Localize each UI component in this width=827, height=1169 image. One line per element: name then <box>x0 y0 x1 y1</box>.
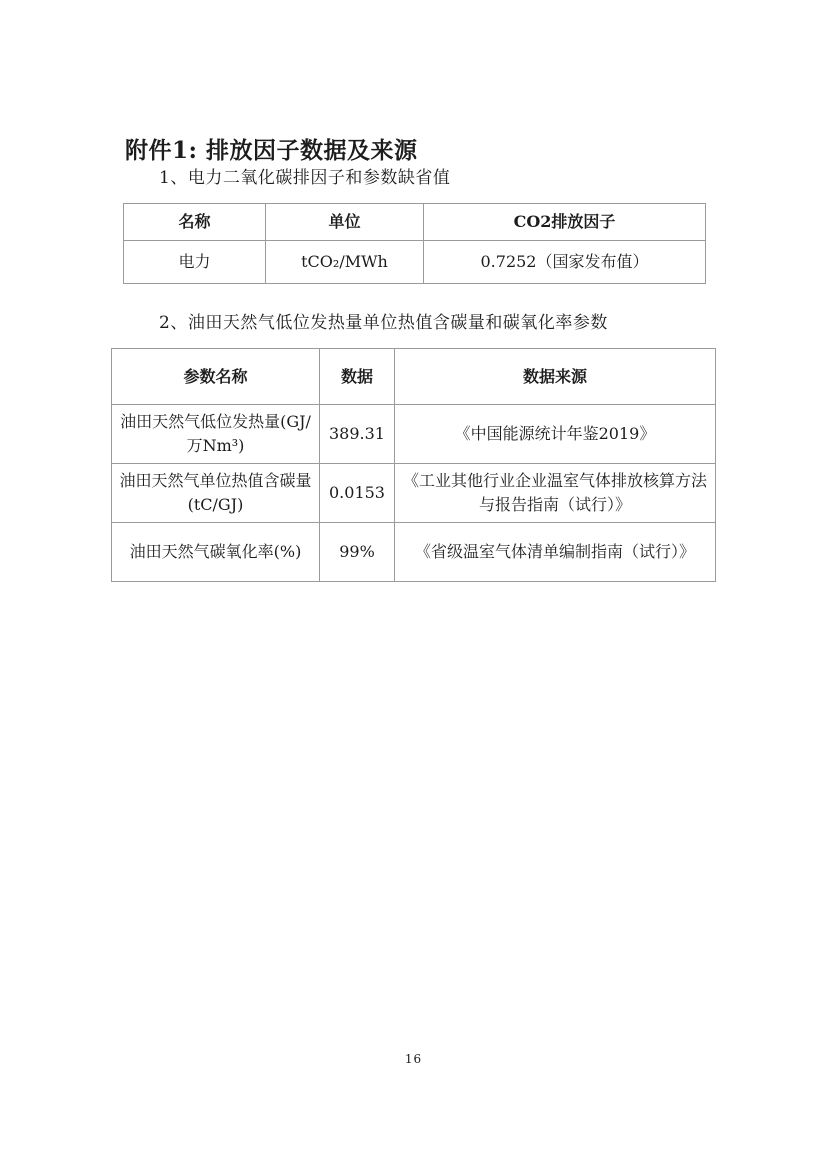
table2-cell-data: 389.31 <box>320 405 395 464</box>
electricity-emission-factor-table <box>123 203 706 284</box>
table1-cell-unit: tCO₂/MWh <box>266 241 424 284</box>
natural-gas-parameters-table <box>111 348 716 582</box>
table1-cell-name: 电力 <box>124 241 266 284</box>
table-header-row <box>112 349 716 405</box>
table-row <box>112 464 716 523</box>
table-row <box>124 241 706 284</box>
table-row <box>112 405 716 464</box>
table2-cell-source: 《中国能源统计年鉴2019》 <box>395 405 716 464</box>
table2-cell-parameter: 油田天然气单位热值含碳量 (tC/GJ) <box>112 464 320 523</box>
table2-cell-data: 0.0153 <box>320 464 395 523</box>
table-row <box>112 523 716 582</box>
table2-cell-parameter: 油田天然气碳氧化率(%) <box>112 523 320 582</box>
table2-cell-data: 99% <box>320 523 395 582</box>
table1-header-name: 名称 <box>124 204 266 241</box>
table2-header-parameter: 参数名称 <box>112 349 320 405</box>
section1-heading: 1、电力二氧化碳排因子和参数缺省值 <box>159 168 451 188</box>
table2-cell-source: 《省级温室气体清单编制指南（试行）》 <box>395 523 716 582</box>
table1-header-unit: 单位 <box>266 204 424 241</box>
table2-header-data: 数据 <box>320 349 395 405</box>
table2-cell-parameter: 油田天然气低位发热量(GJ/万Nm³) <box>112 405 320 464</box>
page-number: 16 <box>404 1052 423 1066</box>
section2-heading: 2、油田天然气低位发热量单位热值含碳量和碳氧化率参数 <box>159 313 608 333</box>
page-title: 附件1: 排放因子数据及来源 <box>125 137 418 165</box>
table2-cell-source: 《工业其他行业企业温室气体排放核算方法与报告指南（试行）》 <box>395 464 716 523</box>
table1-header-co2-factor: CO2排放因子 <box>424 204 706 241</box>
table-header-row <box>124 204 706 241</box>
table2-header-source: 数据来源 <box>395 349 716 405</box>
table1-cell-co2-factor: 0.7252（国家发布值） <box>424 241 706 284</box>
